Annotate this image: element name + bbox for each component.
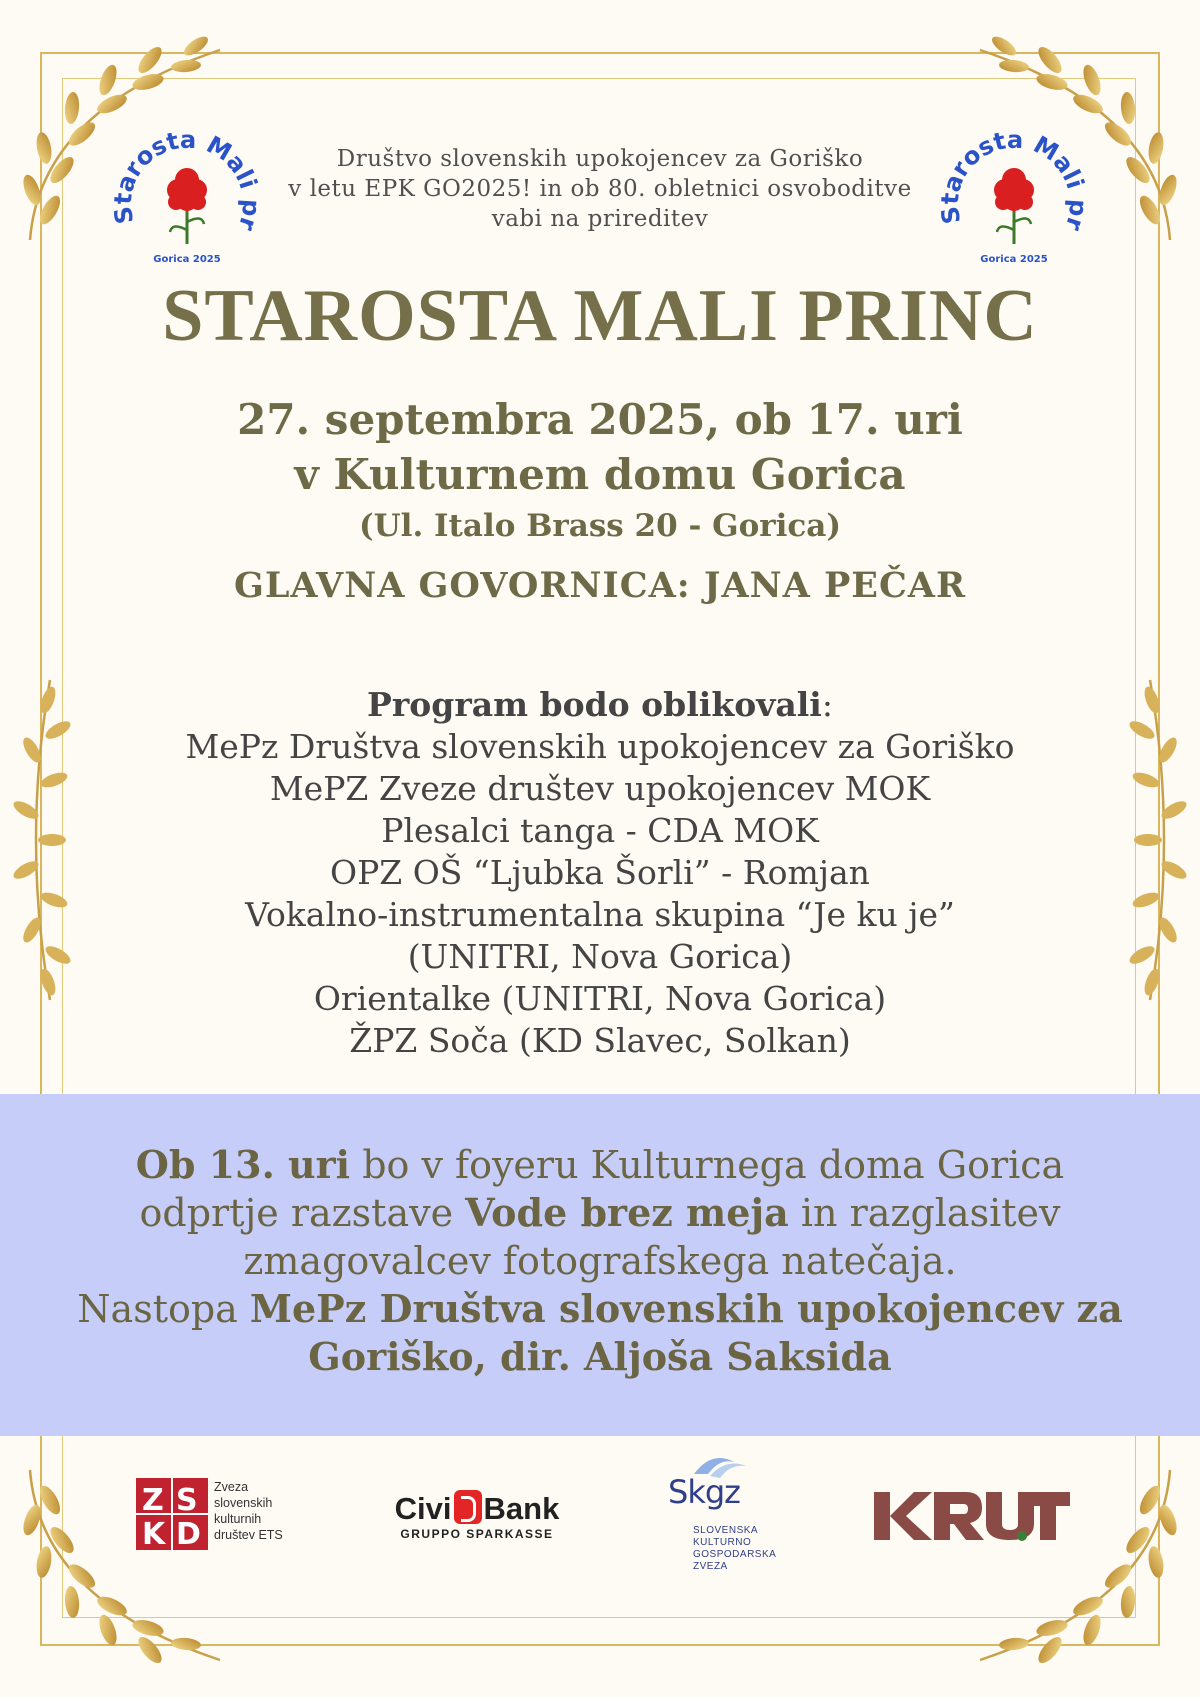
laurel-side-left-icon [12, 670, 82, 1010]
event-date: 27. septembra 2025, ob 17. uri [237, 395, 963, 444]
svg-text:Gorica 2025: Gorica 2025 [153, 254, 221, 265]
svg-text:Gorica 2025: Gorica 2025 [980, 254, 1048, 265]
civibank-badge-icon [454, 1490, 482, 1524]
zskd-line: kulturnih [214, 1512, 262, 1526]
skgz-logo [666, 1452, 776, 1582]
exhibit-line-1 [40, 1141, 1160, 1189]
krut-wordmark-icon [874, 1486, 1070, 1546]
program-item: MePz Društva slovenskih upokojencev za Goriško [185, 727, 1015, 766]
zskd-mark-icon [136, 1478, 208, 1550]
civibank-name-post: Bank [483, 1491, 560, 1526]
program-item: Vokalno-instrumentalna skupina “Je ku je” [245, 895, 955, 934]
exhibit-name: Vode brez meja [465, 1190, 789, 1235]
svg-text:S: S [176, 1483, 198, 1518]
zskd-name [214, 1479, 283, 1543]
civibank-group: GRUPPO SPARKASSE [400, 1527, 554, 1541]
exhibit-performer: MePz Društva slovenskih upokojencev za [249, 1286, 1123, 1331]
skgz-line: SLOVENSKA [693, 1525, 759, 1536]
program-heading [80, 684, 1120, 726]
program-item: OPZ OŠ “Ljubka Šorli” - Romjan [330, 853, 870, 892]
zskd-line: društev ETS [214, 1528, 283, 1542]
exhibit-line-3: zmagovalcev fotografskega natečaja. [243, 1239, 957, 1283]
organizer-line-1: Društvo slovenskih upokojencev za Goriško [336, 146, 864, 172]
exhibit-time: Ob 13. uri [135, 1142, 351, 1187]
skgz-line: ZVEZA [693, 1561, 728, 1572]
laurel-bottom-right-icon [960, 1450, 1190, 1680]
exhibit-line-2 [40, 1189, 1160, 1237]
exhibit-announcement [40, 1141, 1160, 1381]
program-item: (UNITRI, Nova Gorica) [407, 937, 793, 976]
svg-text:Starosta Mali princ: arosta Mali r [112, 125, 262, 235]
starosta-seal-left-icon [112, 122, 262, 272]
exhibit-line-4 [40, 1285, 1160, 1333]
skgz-line: GOSPODARSKA [693, 1549, 777, 1560]
program-item: Orientalke (UNITRI, Nova Gorica) [313, 979, 887, 1018]
svg-text:Z: Z [142, 1483, 164, 1518]
civibank-name-pre: Civi [394, 1491, 452, 1526]
program-heading-colon: : [821, 685, 833, 724]
program-item: ŽPZ Soča (KD Slavec, Solkan) [349, 1021, 851, 1060]
main-speaker: GLAVNA GOVORNICA: JANA PEČAR [233, 565, 967, 606]
svg-text:Starosta Mali princ: arosta Mali r [939, 125, 1089, 235]
skgz-line: KULTURNO [693, 1537, 752, 1548]
organizer-line-3: vabi na prireditev [491, 206, 709, 232]
exhibit-line-2-pre: odprtje razstave [139, 1191, 466, 1235]
svg-text:K: K [142, 1517, 166, 1550]
zskd-line: Zveza [214, 1480, 249, 1494]
skgz-fullname [693, 1525, 776, 1573]
organizer-line-2: v letu EPK GO2025! in ob 80. obletnici osvoboditve [288, 176, 912, 202]
zskd-line: slovenskih [214, 1496, 273, 1510]
laurel-side-right-icon [1118, 670, 1188, 1010]
civibank-name [392, 1490, 562, 1527]
krut-logo [874, 1486, 1070, 1546]
program-item: MePZ Zveze društev upokojencev MOK [269, 769, 931, 808]
organizer-intro [250, 144, 950, 234]
civibank-logo [392, 1490, 562, 1550]
program-heading-text: Program bodo oblikovali [367, 685, 822, 724]
exhibit-line-1-text: bo v foyeru Kulturnega doma Gorica [350, 1143, 1065, 1187]
exhibit-performer-continued: Goriško, dir. Aljoša Saksida [308, 1334, 892, 1379]
exhibit-line-5 [40, 1333, 1160, 1381]
skgz-word: Skgz [668, 1473, 740, 1511]
program-item: Plesalci tanga - CDA MOK [381, 811, 819, 850]
exhibit-line-2-post: in razglasitev [788, 1191, 1061, 1235]
event-title: STAROSTA MALI PRINC [162, 275, 1038, 357]
svg-text:D: D [176, 1517, 201, 1550]
exhibit-line-4-pre: Nastopa [77, 1287, 250, 1331]
zskd-logo [136, 1478, 296, 1552]
starosta-seal-right-icon [939, 122, 1089, 272]
event-venue: v Kulturnem domu Gorica [294, 450, 906, 499]
program-list [80, 684, 1120, 1062]
event-address: (Ul. Italo Brass 20 - Gorica) [358, 508, 841, 544]
